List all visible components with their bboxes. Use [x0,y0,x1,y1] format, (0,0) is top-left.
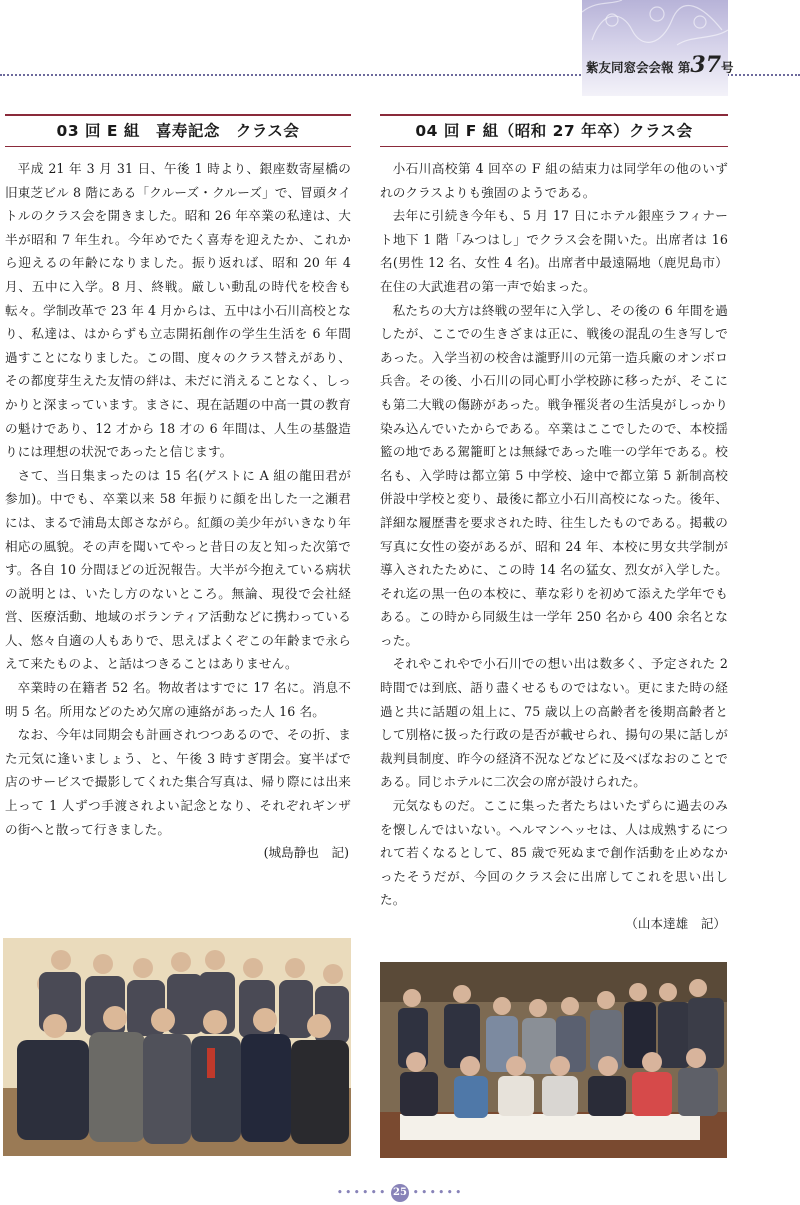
issue-suffix: 号 [721,60,734,75]
paragraph: 小石川高校第 4 回卒の F 組の結束力は同学年の他のいずれのクラスよりも強固のようである。 [380,161,728,200]
page-number: 25 [391,1184,409,1202]
article-right [380,114,728,936]
paragraph: なお、今年は同期会も計画されつつあるので、その折、また元気に逢いましょう、と、午後 3 時すぎ閉会。宴半ばで店のサービスで撮影してくれた集合写真は、帰り際には出来上って 1 人ずつ手渡されよい記念となり、それぞれギンザの街へと散って行きました。 [5,727,351,837]
group-photo-right [380,962,727,1158]
article-left-body [5,157,351,841]
group-photo-left-illustration [3,938,351,1156]
group-photo-left [3,938,351,1156]
page-footer [300,1183,500,1203]
paragraph: それやこれやで小石川での想い出は数多く、予定された 2 時間では到底、語り盡くせるものではない。更にまた時の経過と共に話題の俎上に、75 歳以上の高齢者を後期高齢者として別格に扱った行政の是否が載せられ、揚句の果に話しが裁判員制度、昨今の経済不況などなどに及べばなおのことである。同じホテルに二次会の席が設けられた。 [380,656,728,790]
issue-prefix: 第 [677,60,691,75]
article-left [5,114,351,865]
paragraph: 私たちの大方は終戦の翌年に入学し、その後の 6 年間を過したが、ここでの生きざまは正に、戦後の混乱の生き写しであった。入学当初の校舎は瀧野川の元第一造兵廠のオンボロ兵舎。その後、小石川の同心町小学校跡に移ったが、そこにも第二大戦の傷跡があった。戦争罹災者の生活臭がしっかり染み込んでいたからである。卒業はここでしたので、本校揺籃の地である駕籠町とは無縁であった唯一の学年である。校名も、入学時は都立第 5 中学校、途中で都立第 5 新制高校併設中学校と変り、最後に都立小石川高校になった。後年、詳細な履歴書を要求された時、往生したものである。掲載の写真に女性の姿があるが、昭和 24 年、本校に男女共学制が導入されたために、この時 14 名の猛女、烈女が入学した。それ迄の黒一色の本校に、華な彩りを初めて添えた学年でもある。この時から同級生は一学年 250 名から 400 余名となった。 [380,302,728,648]
newsletter-title [586,52,734,78]
article-left-signature: (城島静也 記) [263,845,349,861]
paragraph: 平成 21 年 3 月 31 日、午後 1 時より、銀座数寄屋橋の旧東芝ビル 8 階にある「クルーズ・クルーズ」で、冒頭タイトルのクラス会を開きました。昭和 26 年卒業の私達は、大半が昭和 7 年生れ。今年めでたく喜寿を迎えたか、これから迎えるの年齢になりました。振り返れば、昭和 20 年 4 月、五中に入学。8 月、終戦。厳しい動乱の時代を校舎も転々。学制改革で 23 年 4 月からは、五中は小石川高校となり、私達は、はからずも立志開拓創作の学生生活を 6 年間過すことになりました。この間、度々のクラス替えがあり、その都度芽生えた友情の絆は、未だに消えることなく、しっかりと深まっています。まさに、現在話題の中高一貫の教育の魁けであり、12 才から 18 才の 6 年間は、人生の基盤造りには理想の状況であったと信じます。 [5,161,351,460]
floral-pattern-icon [582,0,728,50]
paragraph: 卒業時の在籍者 52 名。物故者はすでに 17 名に。消息不明 5 名。所用などのため欠席の連絡があった人 16 名。 [5,680,351,719]
paragraph: 去年に引続き今年も、5 月 17 日にホテル銀座ラフィナート地下 1 階「みつはし」でクラス会を開いた。出席者は 16 名(男性 12 名、女性 4 名)。出席者中最遠隔地（鹿児島市）在住の大武進君の第一声で始まった。 [380,208,728,294]
footer-dots-right: •••••• [412,1186,464,1199]
group-photo-right-illustration [380,962,727,1158]
footer-dots-left: •••••• [336,1186,388,1199]
paragraph: さて、当日集まったのは 15 名(ゲストに A 組の龍田君が参加)。中でも、卒業以来 58 年振りに顔を出した一之瀬君には、まるで浦島太郎さながら。紅顔の美少年がいきなり年相応の風貌。その声を聞いてやっと昔日の友と知った次第です。各自 10 分間ほどの近況報告。大半が今抱えている病状の説明とは、いたし方のないところ。無論、現役で会社経営、医療活動、地域のボランティア活動などに携わっている人、悠々自適の人もありで、思えばよくぞこの年齢まで永らえて来たものよ、と話はつきることはありません。 [5,467,351,672]
issue-number: 37 [690,52,722,78]
paragraph: 元気なものだ。ここに集った者たちはいたずらに過去のみを懐しんではいない。ヘルマンヘッセは、人は成熟するにつれて若くなるとして、85 歳で死ぬまで創作活動を止めなかったそうだが、今回のクラス会に出席してこれを思い出した。 [380,798,728,908]
article-left-title: 03 回 E 組 喜寿記念 クラス会 [5,114,351,147]
article-right-body [380,157,728,912]
header-tab [582,0,728,96]
article-right-signature: （山本達雄 記） [625,916,726,931]
newsletter-name: 紫友同窓会会報 [586,60,674,75]
article-right-title: 04 回 F 組（昭和 27 年卒）クラス会 [380,114,728,147]
